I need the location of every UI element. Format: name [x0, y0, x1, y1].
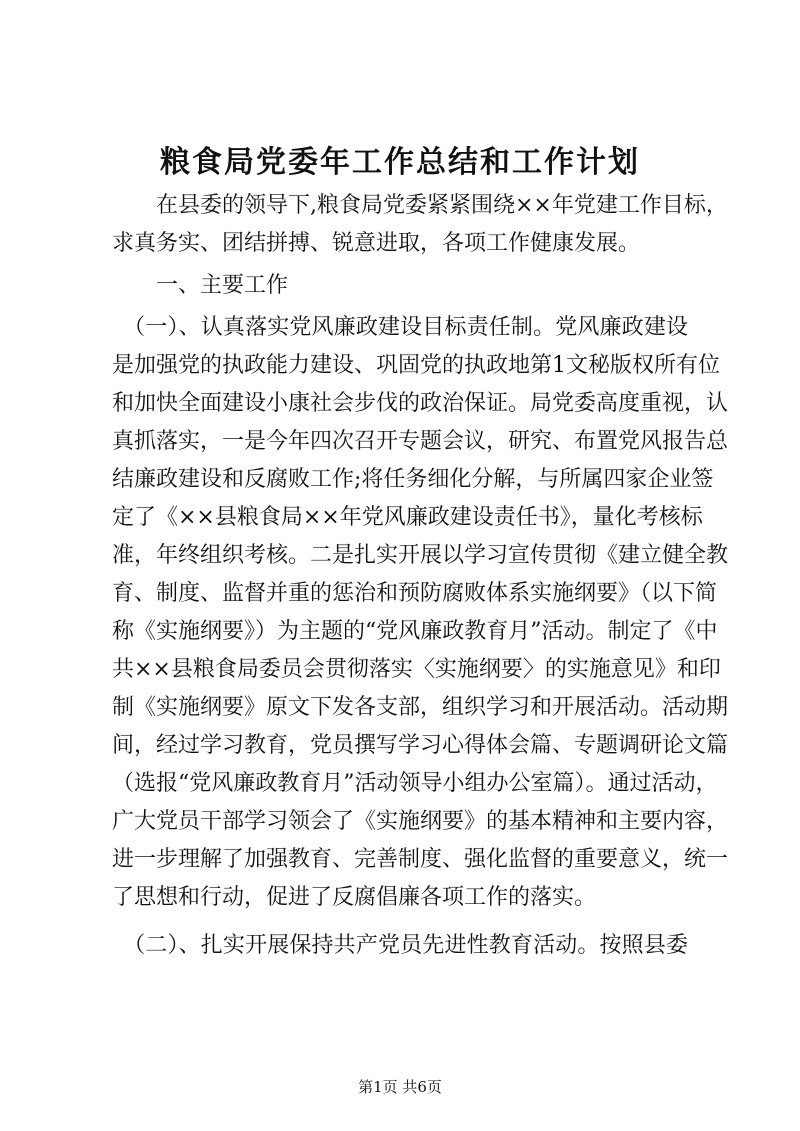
body-line: 真抓落实，一是今年四次召开专题会议，研究、布置党风报告总	[112, 429, 729, 454]
page-footer: 第1页 共6页	[358, 1078, 442, 1096]
body-line: （二）、扎实开展保持共产党员先进性教育活动。按照县委	[112, 933, 688, 958]
body-line: 间，经过学习教育，党员撰写学习心得体会篇、专题调研论文篇	[112, 733, 729, 758]
body-line: 在县委的领导下,粮食局党委紧紧围绕××年党建工作目标，	[112, 193, 728, 218]
body-line: 是加强党的执政能力建设、巩固党的执政地第1文秘版权所有位	[112, 353, 720, 378]
body-line: 称《实施纲要》）为主题的“党风廉政教育月”活动。制定了《中	[112, 619, 718, 644]
body-line: 广大党员干部学习领会了《实施纲要》的基本精神和主要内容，	[112, 809, 729, 834]
document-title: 粮食局党委年工作总结和工作计划	[160, 145, 640, 180]
body-line: 共××县粮食局委员会贯彻落实〈实施纲要〉的实施意见》和印	[112, 657, 721, 682]
section-heading: 一、主要工作	[112, 273, 289, 298]
body-line: 了思想和行动，促进了反腐倡廉各项工作的落实。	[112, 885, 597, 910]
body-line: 进一步理解了加强教育、完善制度、强化监督的重要意义，统一	[112, 847, 729, 872]
body-line: 求真务实、团结拼搏、锐意进取，各项工作健康发展。	[112, 231, 641, 256]
body-line: （一）、认真落实党风廉政建设目标责任制。党风廉政建设	[112, 315, 688, 340]
body-line: （选报“党风廉政教育月”活动领导小组办公室篇）。通过活动，	[112, 771, 718, 796]
body-line: 定了《××县粮食局××年党风廉政建设责任书》，量化考核标	[112, 505, 703, 530]
body-line: 育、制度、监督并重的惩治和预防腐败体系实施纲要》（以下简	[112, 581, 718, 606]
body-line: 和加快全面建设小康社会步伐的政治保证。局党委高度重视，认	[112, 391, 729, 416]
body-line: 结廉政建设和反腐败工作;将任务细化分解，与所属四家企业签	[112, 467, 714, 492]
body-line: 制《实施纲要》原文下发各支部，组织学习和开展活动。活动期	[112, 695, 729, 720]
body-line: 准，年终组织考核。二是扎实开展以学习宣传贯彻《建立健全教	[112, 543, 729, 568]
